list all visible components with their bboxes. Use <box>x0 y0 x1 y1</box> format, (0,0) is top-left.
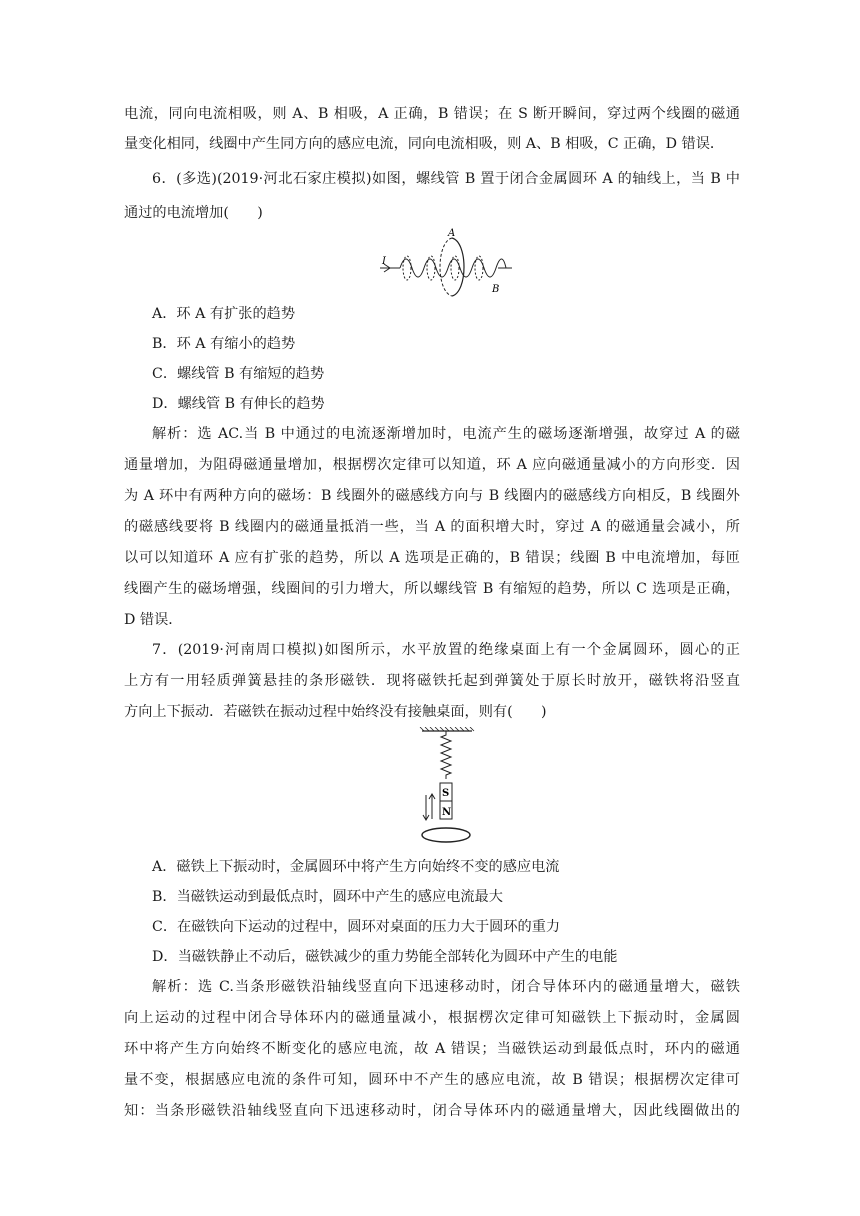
answer-explanation: 以可以知道环 A 应有扩张的趋势，所以 A 选项是正确的，B 错误；线圈 B 中电流增加，每匝 <box>124 550 740 566</box>
answer-explanation: 为 A 环中有两种方向的磁场：B 线圈外的磁感线方向与 B 线圈内的磁感线方向相反，B 线圈外 <box>124 488 740 504</box>
answer-explanation: 的磁感线要将 B 线圈内的磁通量抵消一些，当 A 的面积增大时，穿过 A 的磁通量会减小，所 <box>124 519 740 535</box>
option-d: D．当磁铁静止不动后，磁铁减少的重力势能全部转化为圆环中产生的电能 <box>152 949 618 965</box>
answer-explanation: 向上运动的过程中闭合导体环内的磁通量减小，根据楞次定律可知磁铁上下振动时，金属圆 <box>124 1010 740 1026</box>
answer-explanation: 解析：选 AC.当 B 中通过的电流逐渐增加时，电流产生的磁场逐渐增强，故穿过 A 的磁 <box>152 426 740 442</box>
text-line: 量变化相同，线圈中产生同方向的感应电流，同向电流相吸，则 A、B 相吸，C 正确，D 错误． <box>124 136 725 152</box>
magnet-spring-figure <box>416 727 478 845</box>
option-a: A．环 A 有扩张的趋势 <box>152 306 296 322</box>
answer-explanation: D 错误． <box>124 612 183 628</box>
option-a: A．磁铁上下振动时，金属圆环中将产生方向始终不变的感应电流 <box>152 859 560 875</box>
question-stem: 上方有一用轻质弹簧悬挂的条形磁铁．现将磁铁托起到弹簧处于原长时放开，磁铁将沿竖直 <box>124 673 740 689</box>
option-c: C．螺线管 B 有缩短的趋势 <box>152 366 325 382</box>
answer-explanation: 量不变，根据感应电流的条件可知，圆环中不产生的感应电流，故 B 错误；根据楞次定律可 <box>124 1072 740 1088</box>
option-b: B．当磁铁运动到最低点时，圆环中产生的感应电流最大 <box>152 889 503 905</box>
solenoid-ring-figure <box>372 228 518 300</box>
answer-explanation: 通量增加，为阻碍磁通量增加，根据楞次定律可以知道，环 A 应向磁通量减小的方向形变．因 <box>124 457 740 473</box>
question-stem: 方向上下振动．若磁铁在振动过程中始终没有接触桌面，则有( ) <box>124 704 547 720</box>
option-b: B．环 A 有缩小的趋势 <box>152 336 296 352</box>
answer-explanation: 环中将产生方向始终不断变化的感应电流，故 A 错误；当磁铁运动到最低点时，环内的磁通 <box>124 1041 740 1057</box>
option-c: C．在磁铁向下运动的过程中，圆环对桌面的压力大于圆环的重力 <box>152 919 561 935</box>
answer-explanation: 解析：选 C.当条形磁铁沿轴线竖直向下迅速移动时，闭合导体环内的磁通量增大，磁铁 <box>152 979 740 995</box>
current-label: I <box>382 256 386 267</box>
question-stem: 7．(2019·河南周口模拟)如图所示，水平放置的绝缘桌面上有一个金属圆环，圆心的正 <box>152 642 740 658</box>
answer-explanation: 知：当条形磁铁沿轴线竖直向下迅速移动时，闭合导体环内的磁通量增大，因此线圈做出的 <box>124 1103 740 1119</box>
ring-label: A <box>448 228 456 239</box>
south-pole-label: S <box>442 788 450 799</box>
question-stem: 通过的电流增加( ) <box>124 205 263 221</box>
text-line: 电流，同向电流相吸，则 A、B 相吸，A 正确，B 错误；在 S 断开瞬间，穿过两个线圈的磁通 <box>124 106 740 122</box>
option-d: D．螺线管 B 有伸长的趋势 <box>152 396 325 412</box>
answer-explanation: 线圈产生的磁场增强，线圈间的引力增大，所以螺线管 B 有缩短的趋势，所以 C 选项是正确， <box>124 581 740 597</box>
north-pole-label: N <box>442 807 452 818</box>
coil-label: B <box>492 284 500 295</box>
question-stem: 6．(多选)(2019·河北石家庄模拟)如图，螺线管 B 置于闭合金属圆环 A 的轴线上，当 B 中 <box>152 171 740 187</box>
